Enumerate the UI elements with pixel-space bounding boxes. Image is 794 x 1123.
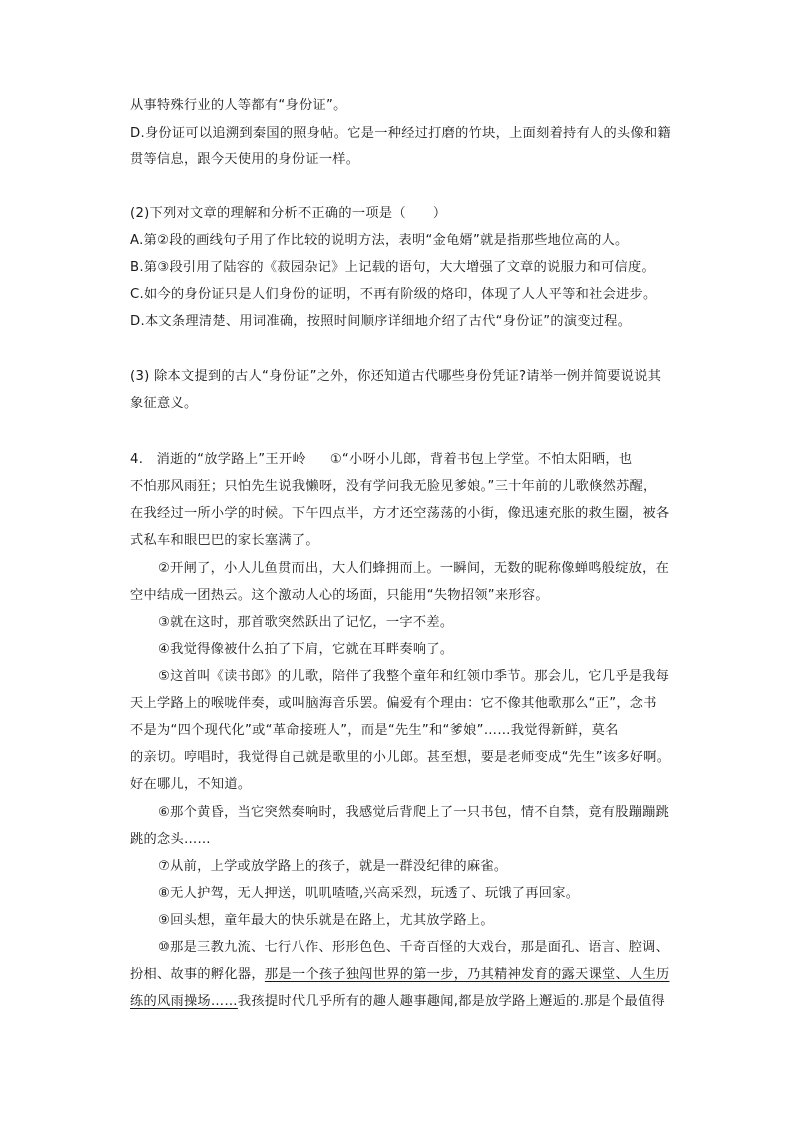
q4-p3: ③就在这时，那首歌突然跃出了记忆，一字不差。 [158,615,454,630]
q4-p1-line4: 式私车和眼巴巴的家长塞满了。 [130,533,319,548]
q4-p1-line2: 不怕那风雨狂；只怕先生说我懒呀，没有学问我无脸见爹娘。”三十年前的儿歌倏然苏醒， [130,479,657,494]
q2-option-a: A.第②段的画线句子用了作比较的说明方法，表明“金龟婿”就是指那些地位高的人。 [130,233,629,248]
q4-p1-line3: 在我经过一所小学的时候。下午四点半，方才还空荡荡的小街，像迅速充胀的救生圈，被各 [130,506,670,521]
q4-p10-line3-plain: 我孩提时代几乎所有的趣人趣事趣闻,都是放学路上邂逅的.那是个最值得 [237,994,665,1009]
q1-option-c-tail: 从事特殊行业的人等都有“身份证”。 [130,98,347,113]
q1-option-d-line2: 贯等信息，跟今天使用的身份证一样。 [130,152,360,167]
q2-stem: (2)下列对文章的理解和分析不正确的一项是（ ） [130,206,447,221]
q4-p8: ⑧无人护驾，无人押送，叽叽喳喳,兴高采烈，玩透了、玩饿了再回家。 [158,886,580,901]
q4-p2-line1: ②开闸了，小人儿鱼贯而出，大人们蜂拥而上。一瞬间，无数的昵称像蝉鸣般绽放，在 [158,561,670,576]
underlined-sentence-part1: 那是一个孩子独闯世界的第一步，乃其精神发育的露天课堂、人生历 [264,967,670,982]
q3-line2: 象征意义。 [130,396,198,411]
q4-p4: ④我觉得像被什么拍了下肩，它就在耳畔奏响了。 [158,642,454,657]
q4-p9: ⑨回头想，童年最大的快乐就是在路上，尤其放学路上。 [158,913,494,928]
q4-p5-line1: ⑤这首叫《读书郎》的儿歌，陪伴了我整个童年和红领巾季节。那会儿，它几乎是我每 [158,669,670,684]
q4-p6-line2: 跳的念头…… [130,832,211,847]
q4-p1-start: ①“小呀小儿郎，背着书包上学堂。不怕太阳晒，也 [329,452,633,467]
q3-line1: (3) 除本文提到的古人“身份证”之外，你还知道古代哪些身份凭证?请举一例并简要说说其 [130,369,662,384]
q4-p10-line1: ⑩那是三教九流、七行八作、形形色色、千奇百怪的大戏台，那是面孔、语言、腔调、 [158,940,670,955]
q4-title: 4. 消逝的“放学路上”王开岭 [130,452,306,467]
q4-p10-line2-plain: 扮相、故事的孵化器， [130,967,265,982]
q2-option-d: D.本文条理清楚、用词准确，按照时间顺序详细地介绍了古代“身份证”的演变过程。 [130,314,632,329]
q4-p6-line1: ⑥那个黄昏，当它突然奏响时，我感觉后背爬上了一只书包，情不自禁，竟有股蹦蹦跳 [158,805,670,820]
q4-title-line [130,450,704,470]
q2-option-c: C.如今的身份证只是人们身份的证明，不再有阶级的烙印，体现了人人平等和社会进步。 [130,287,657,302]
underlined-sentence-part2: 练的风雨操场…… [130,994,238,1009]
q2-option-b: B.第③段引用了陆容的《菽园杂记》上记载的语句，大大增强了文章的说服力和可信度。 [130,260,655,275]
q4-p5-line2: 天上学路上的喉咙伴奏，或叫脑海音乐罢。偏爱有个理由：它不像其他歌那么“正”，念书 [130,696,657,711]
q4-p2-line2: 空中结成一团热云。这个激动人心的场面，只能用“失物招领”来形容。 [130,588,549,603]
q4-p5-line4: 的亲切。哼唱时，我觉得自己就是歌里的小儿郎。甚至想，要是老师变成“先生”该多好啊。 [130,750,671,765]
q4-p10-line2 [130,965,704,985]
q4-p5-line3: 不是为“四个现代化”或“革命接班人”，而是“先生”和“爹娘”……我觉得新鲜，莫名 [130,723,619,738]
q4-p7: ⑦从前，上学或放学路上的孩子，就是一群没纪律的麻雀。 [158,859,508,874]
q1-option-d-line1: D.身份证可以追溯到秦国的照身帖。它是一种经过打磨的竹块，上面刻着持有人的头像和籍 [130,126,671,141]
q4-p10-line3 [130,992,704,1012]
q4-p5-line5: 好在哪儿，不知道。 [130,777,252,792]
